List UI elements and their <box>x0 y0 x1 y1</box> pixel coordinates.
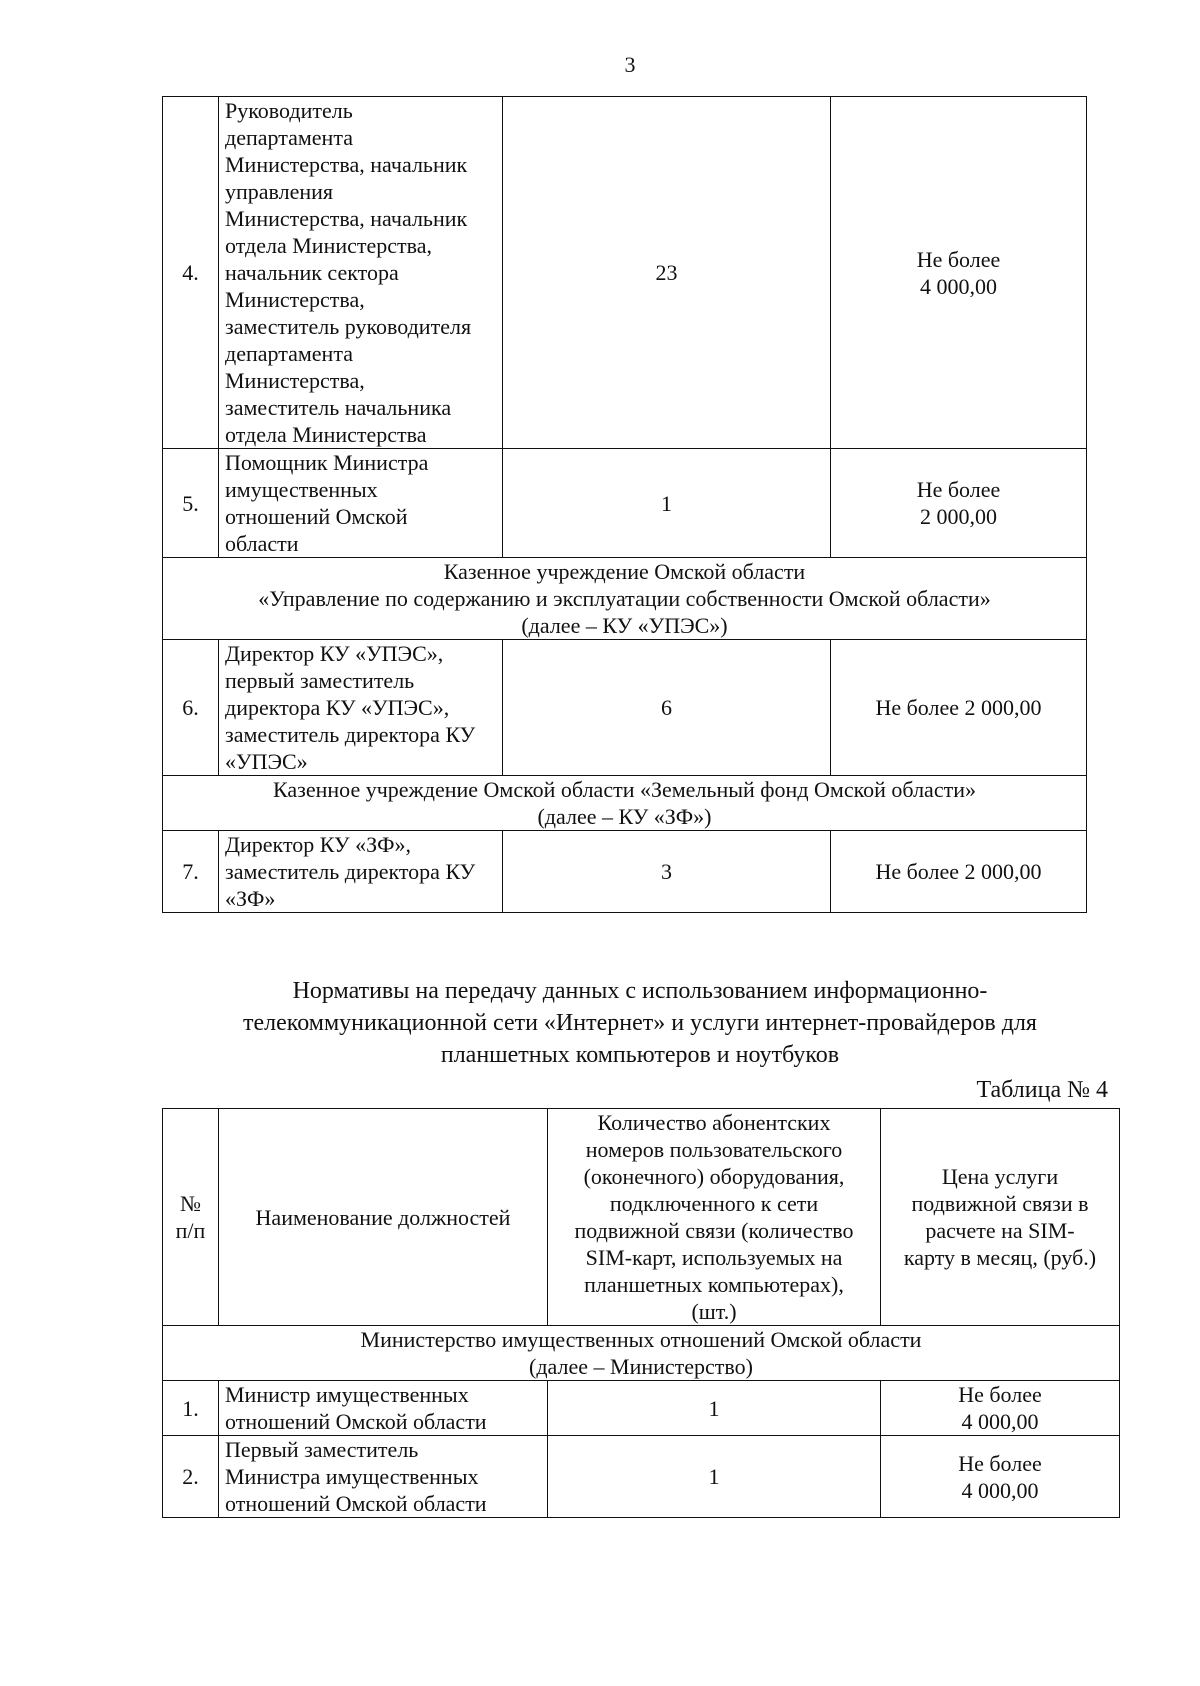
row-number: 4. <box>163 97 219 449</box>
price-limit-line: Не более <box>958 1382 1042 1407</box>
header-price-line: подвижной связи в <box>911 1191 1089 1216</box>
organization-header-line: (далее – Министерство) <box>529 1354 753 1379</box>
price-limit-line: 2 000,00 <box>920 504 997 529</box>
row-number: 7. <box>163 831 219 913</box>
position-name-line: заместитель директора КУ <box>225 722 476 747</box>
table-row <box>163 640 1087 776</box>
quantity-value: 6 <box>503 640 831 776</box>
position-name-line: имущественных <box>225 477 378 502</box>
header-price-line: Цена услуги <box>941 1164 1059 1189</box>
price-limit <box>881 1436 1120 1518</box>
header-position-line: Наименование должностей <box>255 1204 511 1230</box>
header-price-line: расчете на SIM- <box>925 1218 1075 1243</box>
price-limit-line: Не более <box>916 246 1001 272</box>
table-4 <box>162 1108 1120 1518</box>
organization-header <box>163 558 1087 640</box>
position-name-line: Директор КУ «ЗФ», <box>225 832 411 857</box>
price-limit <box>881 1381 1120 1436</box>
price-limit-line: 4 000,00 <box>961 1409 1039 1434</box>
price-limit-line: Не более <box>916 477 1001 502</box>
position-name-line: заместитель директора КУ <box>225 859 476 884</box>
position-name-line: отношений Омской <box>225 504 408 529</box>
header-number-line: п/п <box>175 1218 206 1243</box>
position-name-line: Министерства, начальник <box>225 206 468 231</box>
price-limit-line: Не более <box>958 1450 1042 1476</box>
position-name-line: отношений Омской области <box>225 1491 487 1516</box>
organization-header-line: Казенное учреждение Омской области <box>443 559 806 584</box>
section-title <box>140 975 1140 1071</box>
price-limit-line: 4 000,00 <box>961 1477 1039 1503</box>
organization-header-line: Казенное учреждение Омской области «Земельный фонд Омской области» <box>273 777 976 802</box>
position-name-line: директора КУ «УПЭС», <box>225 695 450 720</box>
price-limit <box>831 97 1087 449</box>
position-name <box>219 97 503 449</box>
row-number: 6. <box>163 640 219 776</box>
position-name-line: управления <box>225 179 334 204</box>
header-quantity-line: SIM-карт, используемых на <box>585 1245 843 1270</box>
position-name-line: «УПЭС» <box>225 749 308 774</box>
allowances-table-continued <box>162 96 1087 913</box>
position-name-line: отношений Омской области <box>225 1409 487 1434</box>
position-name-line: Помощник Министра <box>225 450 429 475</box>
position-name-line: Министра имущественных <box>225 1464 479 1489</box>
position-name-line: департамента <box>225 125 353 150</box>
position-name-line: Министр имущественных <box>225 1382 469 1407</box>
position-name-line: Министерства, начальник <box>225 152 468 177</box>
table-row <box>163 1381 1120 1436</box>
organization-header-line: (далее – КУ «УПЭС») <box>521 613 728 638</box>
organization-header-line: Министерство имущественных отношений Омской области <box>360 1327 922 1352</box>
organization-header-line: (далее – КУ «ЗФ») <box>537 804 712 829</box>
position-name-line: Руководитель <box>225 98 353 123</box>
position-name <box>219 640 503 776</box>
page-number: 3 <box>624 52 636 77</box>
position-name-line: области <box>225 531 299 556</box>
header-number <box>163 1109 219 1326</box>
header-quantity-line: планшетных компьютерах), <box>584 1272 844 1297</box>
position-name <box>219 831 503 913</box>
group-header-row <box>163 776 1087 831</box>
group-header-row <box>163 558 1087 640</box>
price-limit <box>831 449 1087 558</box>
header-number-line: № <box>180 1191 201 1216</box>
table-row <box>163 97 1087 449</box>
position-name <box>219 1381 548 1436</box>
header-quantity <box>548 1109 881 1326</box>
header-price-line: карту в месяц, (руб.) <box>903 1245 1097 1270</box>
position-name-line: Министерства, <box>225 287 365 312</box>
header-price <box>881 1109 1120 1326</box>
header-quantity-line: Количество абонентских <box>597 1110 831 1135</box>
price-limit-line: Не более 2 000,00 <box>875 859 1042 884</box>
price-limit <box>831 831 1087 913</box>
table-row <box>163 1436 1120 1518</box>
position-name-line: первый заместитель <box>225 668 415 693</box>
header-quantity-line: (шт.) <box>691 1299 737 1324</box>
position-name-line: «ЗФ» <box>225 886 276 911</box>
position-name-line: начальник сектора <box>225 260 399 285</box>
row-number: 1. <box>163 1381 219 1436</box>
quantity-value: 23 <box>503 97 831 449</box>
organization-header <box>163 776 1087 831</box>
table-row <box>163 449 1087 558</box>
quantity-value: 1 <box>503 449 831 558</box>
header-position <box>219 1109 548 1326</box>
position-name-line: заместитель руководителя <box>225 314 472 339</box>
position-name-line: Министерства, <box>225 368 365 393</box>
position-name-line: отдела Министерства, <box>225 233 433 258</box>
position-name <box>219 1436 548 1518</box>
section-title-line: планшетных компьютеров и ноутбуков <box>440 1042 840 1068</box>
position-name-line: Директор КУ «УПЭС», <box>225 641 444 666</box>
position-name-line: департамента <box>225 341 353 366</box>
section-title-line: Нормативы на передачу данных с использованием информационно- <box>292 978 988 1004</box>
table-header-row <box>163 1109 1120 1326</box>
header-quantity-line: подключенного к сети <box>609 1191 819 1216</box>
position-name-line: Первый заместитель <box>225 1437 419 1462</box>
organization-header-line: «Управление по содержанию и эксплуатации собственности Омской области» <box>258 586 991 611</box>
organization-header <box>163 1326 1120 1381</box>
price-limit <box>831 640 1087 776</box>
table-caption: Таблица № 4 <box>976 1077 1108 1103</box>
quantity-value: 1 <box>548 1436 881 1518</box>
group-header-row <box>163 1326 1120 1381</box>
header-quantity-line: номеров пользовательского <box>585 1137 843 1162</box>
position-name-line: заместитель начальника <box>225 395 452 420</box>
header-quantity-line: подвижной связи (количество <box>574 1218 854 1243</box>
header-quantity-line: (оконечного) оборудования, <box>583 1164 845 1189</box>
position-name-line: отдела Министерства <box>225 422 427 447</box>
section-title-line: телекоммуникационной сети «Интернет» и услуги интернет-провайдеров для <box>243 1010 1037 1036</box>
row-number: 2. <box>163 1436 219 1518</box>
position-name <box>219 449 503 558</box>
quantity-value: 3 <box>503 831 831 913</box>
quantity-value: 1 <box>548 1381 881 1436</box>
table-row <box>163 831 1087 913</box>
price-limit-line: 4 000,00 <box>920 273 997 299</box>
row-number: 5. <box>163 449 219 558</box>
price-limit-line: Не более 2 000,00 <box>875 695 1042 720</box>
